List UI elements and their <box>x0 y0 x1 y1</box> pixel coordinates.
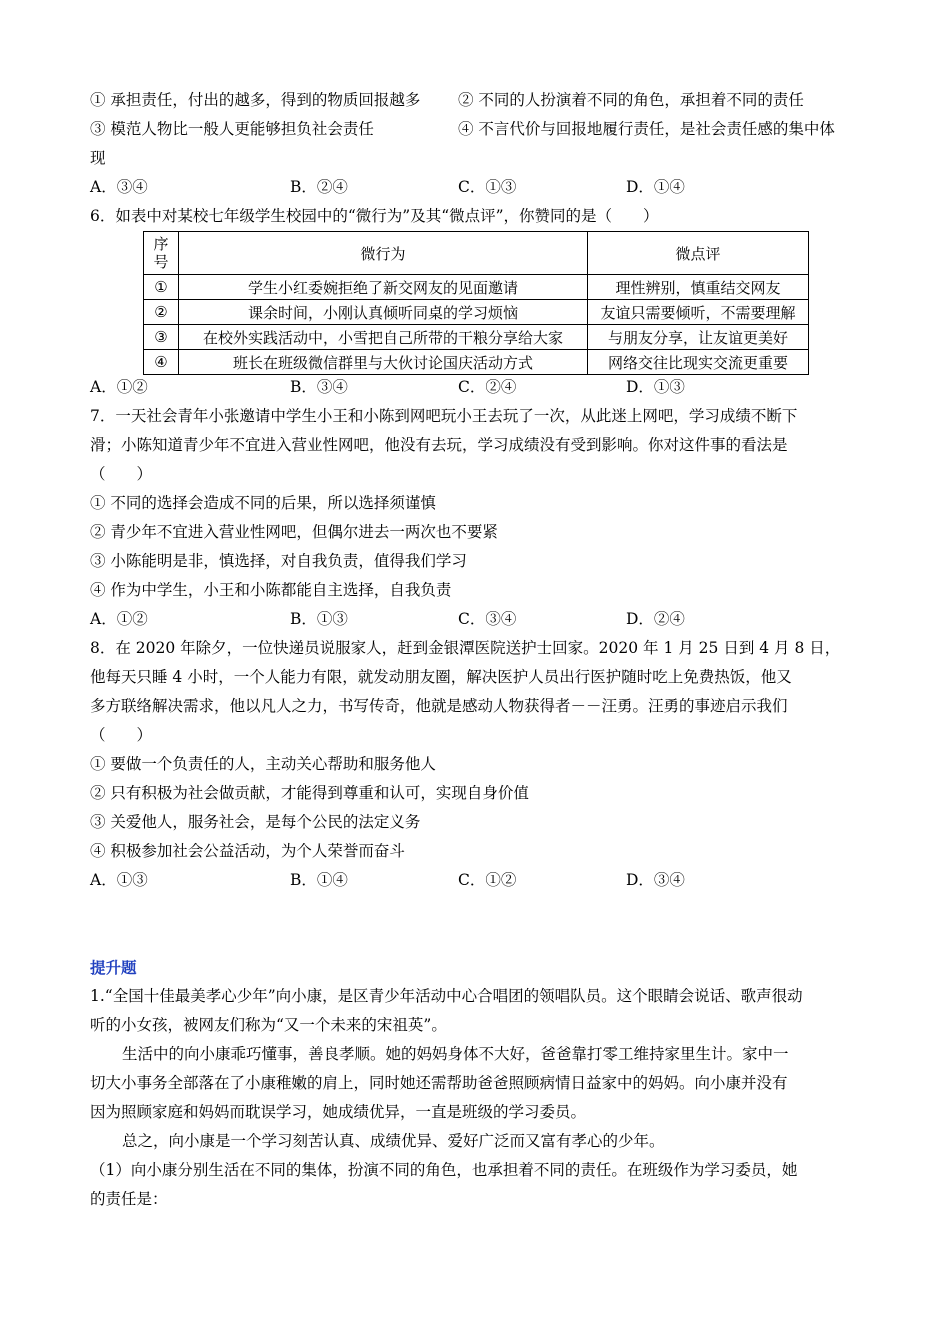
q8-stem-line-3: 多方联络解决需求，他以凡人之力，书写传奇，他就是感动人物获得者－－汪勇。汪勇的事迹启示我们 <box>90 697 788 715</box>
q6-header-behavior: 微行为 <box>179 232 588 275</box>
q6-cell-behavior: 学生小红委婉拒绝了新交网友的见面邀请 <box>179 275 588 300</box>
q6-choice-b: B．③④ <box>290 378 348 396</box>
section-p3: 总之，向小康是一个学习刻苦认真、成绩优异、爱好广泛而又富有孝心的少年。 <box>122 1132 665 1150</box>
q7-option-3: ③ 小陈能明是非，慎选择，对自我负责，值得我们学习 <box>90 552 467 570</box>
q6-cell-comment: 友谊只需要倾听，不需要理解 <box>588 300 809 325</box>
q6-choice-d: D．①③ <box>626 378 685 396</box>
q6-cell-seq: ③ <box>144 325 179 350</box>
q7-stem-line-3: （ ） <box>90 465 153 483</box>
q5-option-1: ① 承担责任，付出的越多，得到的物质回报越多 <box>90 91 421 109</box>
table-row <box>144 300 809 325</box>
table-row <box>144 325 809 350</box>
q8-option-4: ④ 积极参加社会公益活动，为个人荣誉而奋斗 <box>90 842 405 860</box>
table-row <box>144 350 809 375</box>
q6-cell-behavior: 课余时间，小刚认真倾听同桌的学习烦恼 <box>179 300 588 325</box>
table-row <box>144 275 809 300</box>
q6-header-seq-text: 序号 <box>153 235 169 271</box>
section-p2-line-1: 生活中的向小康乖巧懂事，善良孝顺。她的妈妈身体不大好，爸爸靠打零工维持家里生计。家中一 <box>122 1045 789 1063</box>
q6-cell-seq: ② <box>144 300 179 325</box>
q5-options-row-1 <box>90 86 880 115</box>
section-p2-line-3: 因为照顾家庭和妈妈而耽误学习，她成绩优异，一直是班级的学习委员。 <box>90 1103 587 1121</box>
q8-option-3: ③ 关爱他人，服务社会，是每个公民的法定义务 <box>90 813 421 831</box>
q5-choice-c: C．①③ <box>458 178 517 196</box>
q7-choices <box>90 605 880 634</box>
q7-choice-a: A．①② <box>90 610 148 628</box>
q7-choice-c: C．③④ <box>458 610 517 628</box>
q7-option-4: ④ 作为中学生，小王和小陈都能自主选择，自我负责 <box>90 581 452 599</box>
q8-option-1: ① 要做一个负责任的人，主动关心帮助和服务他人 <box>90 755 436 773</box>
q5-choice-a: A．③④ <box>90 178 148 196</box>
q6-stem: 6．如表中对某校七年级学生校园中的“微行为”及其“微点评”，你赞同的是（ ） <box>90 207 659 225</box>
q8-stem-line-4: （ ） <box>90 726 153 744</box>
q7-option-1: ① 不同的选择会造成不同的后果，所以选择须谨慎 <box>90 494 436 512</box>
q8-stem-line-2: 他每天只睡 4 小时，一个人能力有限，就发动朋友圈，解决医护人员出行医护随时吃上免费热饭，他又 <box>90 668 792 686</box>
q7-choice-d: D．②④ <box>626 610 685 628</box>
q6-choice-a: A．①② <box>90 378 148 396</box>
q5-choice-b: B．②④ <box>290 178 348 196</box>
q5-option-4-cont: 现 <box>90 149 106 167</box>
q6-header-comment: 微点评 <box>588 232 809 275</box>
section-q1-line-2: 的责任是： <box>90 1190 168 1208</box>
q6-cell-comment: 与朋友分享，让友谊更美好 <box>588 325 809 350</box>
q5-option-2: ② 不同的人扮演着不同的角色，承担着不同的责任 <box>458 91 804 109</box>
q8-choice-c: C．①② <box>458 871 517 889</box>
q8-choice-b: B．①④ <box>290 871 348 889</box>
q6-table-header <box>144 232 809 275</box>
section-title: 提升题 <box>90 958 137 977</box>
q7-stem-line-1: 7．一天社会青年小张邀请中学生小王和小陈到网吧玩小王去玩了一次，从此迷上网吧，学习成绩不断下 <box>90 407 798 425</box>
q5-choices <box>90 173 880 202</box>
q5-option-4: ④ 不言代价与回报地履行责任，是社会责任感的集中体 <box>458 120 835 138</box>
q7-option-2: ② 青少年不宜进入营业性网吧，但偶尔进去一两次也不要紧 <box>90 523 498 541</box>
q6-cell-seq: ④ <box>144 350 179 375</box>
q6-cell-behavior: 班长在班级微信群里与大伙讨论国庆活动方式 <box>179 350 588 375</box>
q8-choice-d: D．③④ <box>626 871 685 889</box>
q6-cell-comment: 网络交往比现实交流更重要 <box>588 350 809 375</box>
section-q1-line-1: （1）向小康分别生活在不同的集体，扮演不同的角色，也承担着不同的责任。在班级作为学习委员，她 <box>90 1161 798 1179</box>
q5-choice-d: D．①④ <box>626 178 685 196</box>
section-p2-line-2: 切大小事务全部落在了小康稚嫩的肩上，同时她还需帮助爸爸照顾病情日益家中的妈妈。向小康并没有 <box>90 1074 788 1092</box>
q6-cell-comment: 理性辨别，慎重结交网友 <box>588 275 809 300</box>
document-page <box>90 86 880 1214</box>
q6-header-seq <box>144 232 179 275</box>
q8-choices <box>90 866 880 895</box>
q6-cell-seq: ① <box>144 275 179 300</box>
q5-options-row-2 <box>90 115 880 144</box>
q6-cell-behavior: 在校外实践活动中，小雪把自己所带的干粮分享给大家 <box>179 325 588 350</box>
q6-choice-c: C．②④ <box>458 378 517 396</box>
q8-option-2: ② 只有积极为社会做贡献，才能得到尊重和认可，实现自身价值 <box>90 784 529 802</box>
q5-option-3: ③ 模范人物比一般人更能够担负社会责任 <box>90 120 374 138</box>
q7-choice-b: B．①③ <box>290 610 348 628</box>
q8-stem-line-1: 8．在 2020 年除夕，一位快递员说服家人，赶到金银潭医院送护士回家。2020 年 1 月 25 日到 4 月 8 日， <box>90 639 841 657</box>
q8-choice-a: A．①③ <box>90 871 148 889</box>
section-p1-line-2: 听的小女孩，被网友们称为“又一个未来的宋祖英”。 <box>90 1016 447 1034</box>
q7-stem-line-2: 滑；小陈知道青少年不宜进入营业性网吧，他没有去玩，学习成绩没有受到影响。你对这件事的看法是 <box>90 436 788 454</box>
section-p1-line-1: 1.“全国十佳最美孝心少年”向小康，是区青少年活动中心合唱团的领唱队员。这个眼睛会说话、歌声很动 <box>90 987 803 1005</box>
q6-table <box>143 231 809 375</box>
q6-choices <box>90 373 880 402</box>
